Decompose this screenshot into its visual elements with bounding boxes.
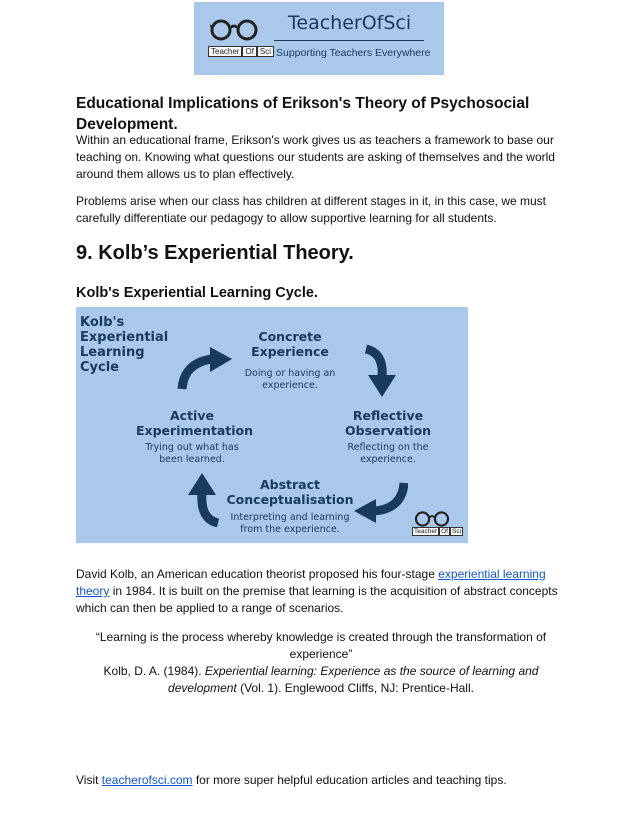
logo-word-teacher: Teacher [414,528,438,535]
footer-suffix: for more super helpful education articles and teaching tips. [192,773,507,787]
concrete-experience-title: Concrete Experience [251,329,329,359]
paragraph-2: Problems arise when our class has children at different stages in it, in this case, we must carefully differentiate our pedagogy to allow supportive learning for all students. [76,194,546,225]
kolb-cycle-diagram [76,307,468,543]
quote-text: “Learning is the process whereby knowledge is created through the transformation of experience” [95,630,547,661]
citation-title: Experiential learning: Experience as the source of learning and development [168,664,539,695]
logo-wordmark [208,46,274,57]
citation [76,663,566,697]
glasses-icon [412,511,452,527]
footer [76,773,507,787]
arrow-icon-down-left [352,479,408,525]
citation-author: Kolb, D. A. (1984). [103,664,205,678]
section-heading: Educational Implications of Erikson's Theory of Psychosocial Development. [76,95,530,133]
logo-word-of: Of [242,46,256,57]
footer-prefix: Visit [76,773,102,787]
footer-site-link[interactable]: teacherofsci.com [101,773,193,787]
abstract-conceptualisation-title: Abstract Conceptualisation [226,477,354,507]
reflective-observation-title: Reflective Observation [345,408,431,438]
cycle-title: Kolb's Experiential Learning Cycle [80,315,169,375]
logo-word-sci: Sci [257,46,274,57]
kolb-paragraph-start: David Kolb, an American education theorist proposed his four-stage [76,567,439,581]
paragraph-1: Within an educational frame, Erikson's work gives us as teachers a framework to base our teaching on. Knowing what questions our students are asking of themselves and the world around them allows us to plan effectively. [76,133,555,181]
active-experimentation-title: Active Experimentation [136,408,254,438]
glasses-icon [210,19,258,41]
arrow-icon-up [182,471,222,527]
citation-details: (Vol. 1). Englewood Cliffs, NJ: Prentice-Hall. [236,681,474,695]
page-title: 9. Kolb’s Experiential Theory. [76,242,354,264]
header-banner [194,2,444,75]
abstract-conceptualisation-desc: Interpreting and learning from the experience. [230,512,350,535]
banner-divider [274,40,424,41]
arrow-icon-up-right [176,345,236,391]
concrete-experience-desc: Doing or having an experience. [244,368,336,391]
diagram-logo-wordmark [412,527,463,536]
experiential-learning-theory-link[interactable]: experiential learning theory [76,567,546,598]
active-experimentation-desc: Trying out what has been learned. [145,442,239,465]
subheading: Kolb's Experiential Learning Cycle. [76,285,318,301]
logo-word-sci: Sci [452,528,462,535]
logo-word-of: Of [441,528,448,535]
kolb-paragraph [76,566,566,617]
brand-tagline: Supporting Teachers Everywhere [276,47,431,59]
arrow-icon-down [362,343,402,399]
quote-block [76,629,566,697]
brand-name: TeacherOfSci [288,12,412,34]
reflective-observation-desc: Reflecting on the experience. [347,442,429,465]
logo-word-teacher: Teacher [208,46,242,57]
kolb-paragraph-end: in 1984. It is built on the premise that learning is the acquisition of abstract concepts which can then be applied to a range of scenarios. [76,584,558,615]
